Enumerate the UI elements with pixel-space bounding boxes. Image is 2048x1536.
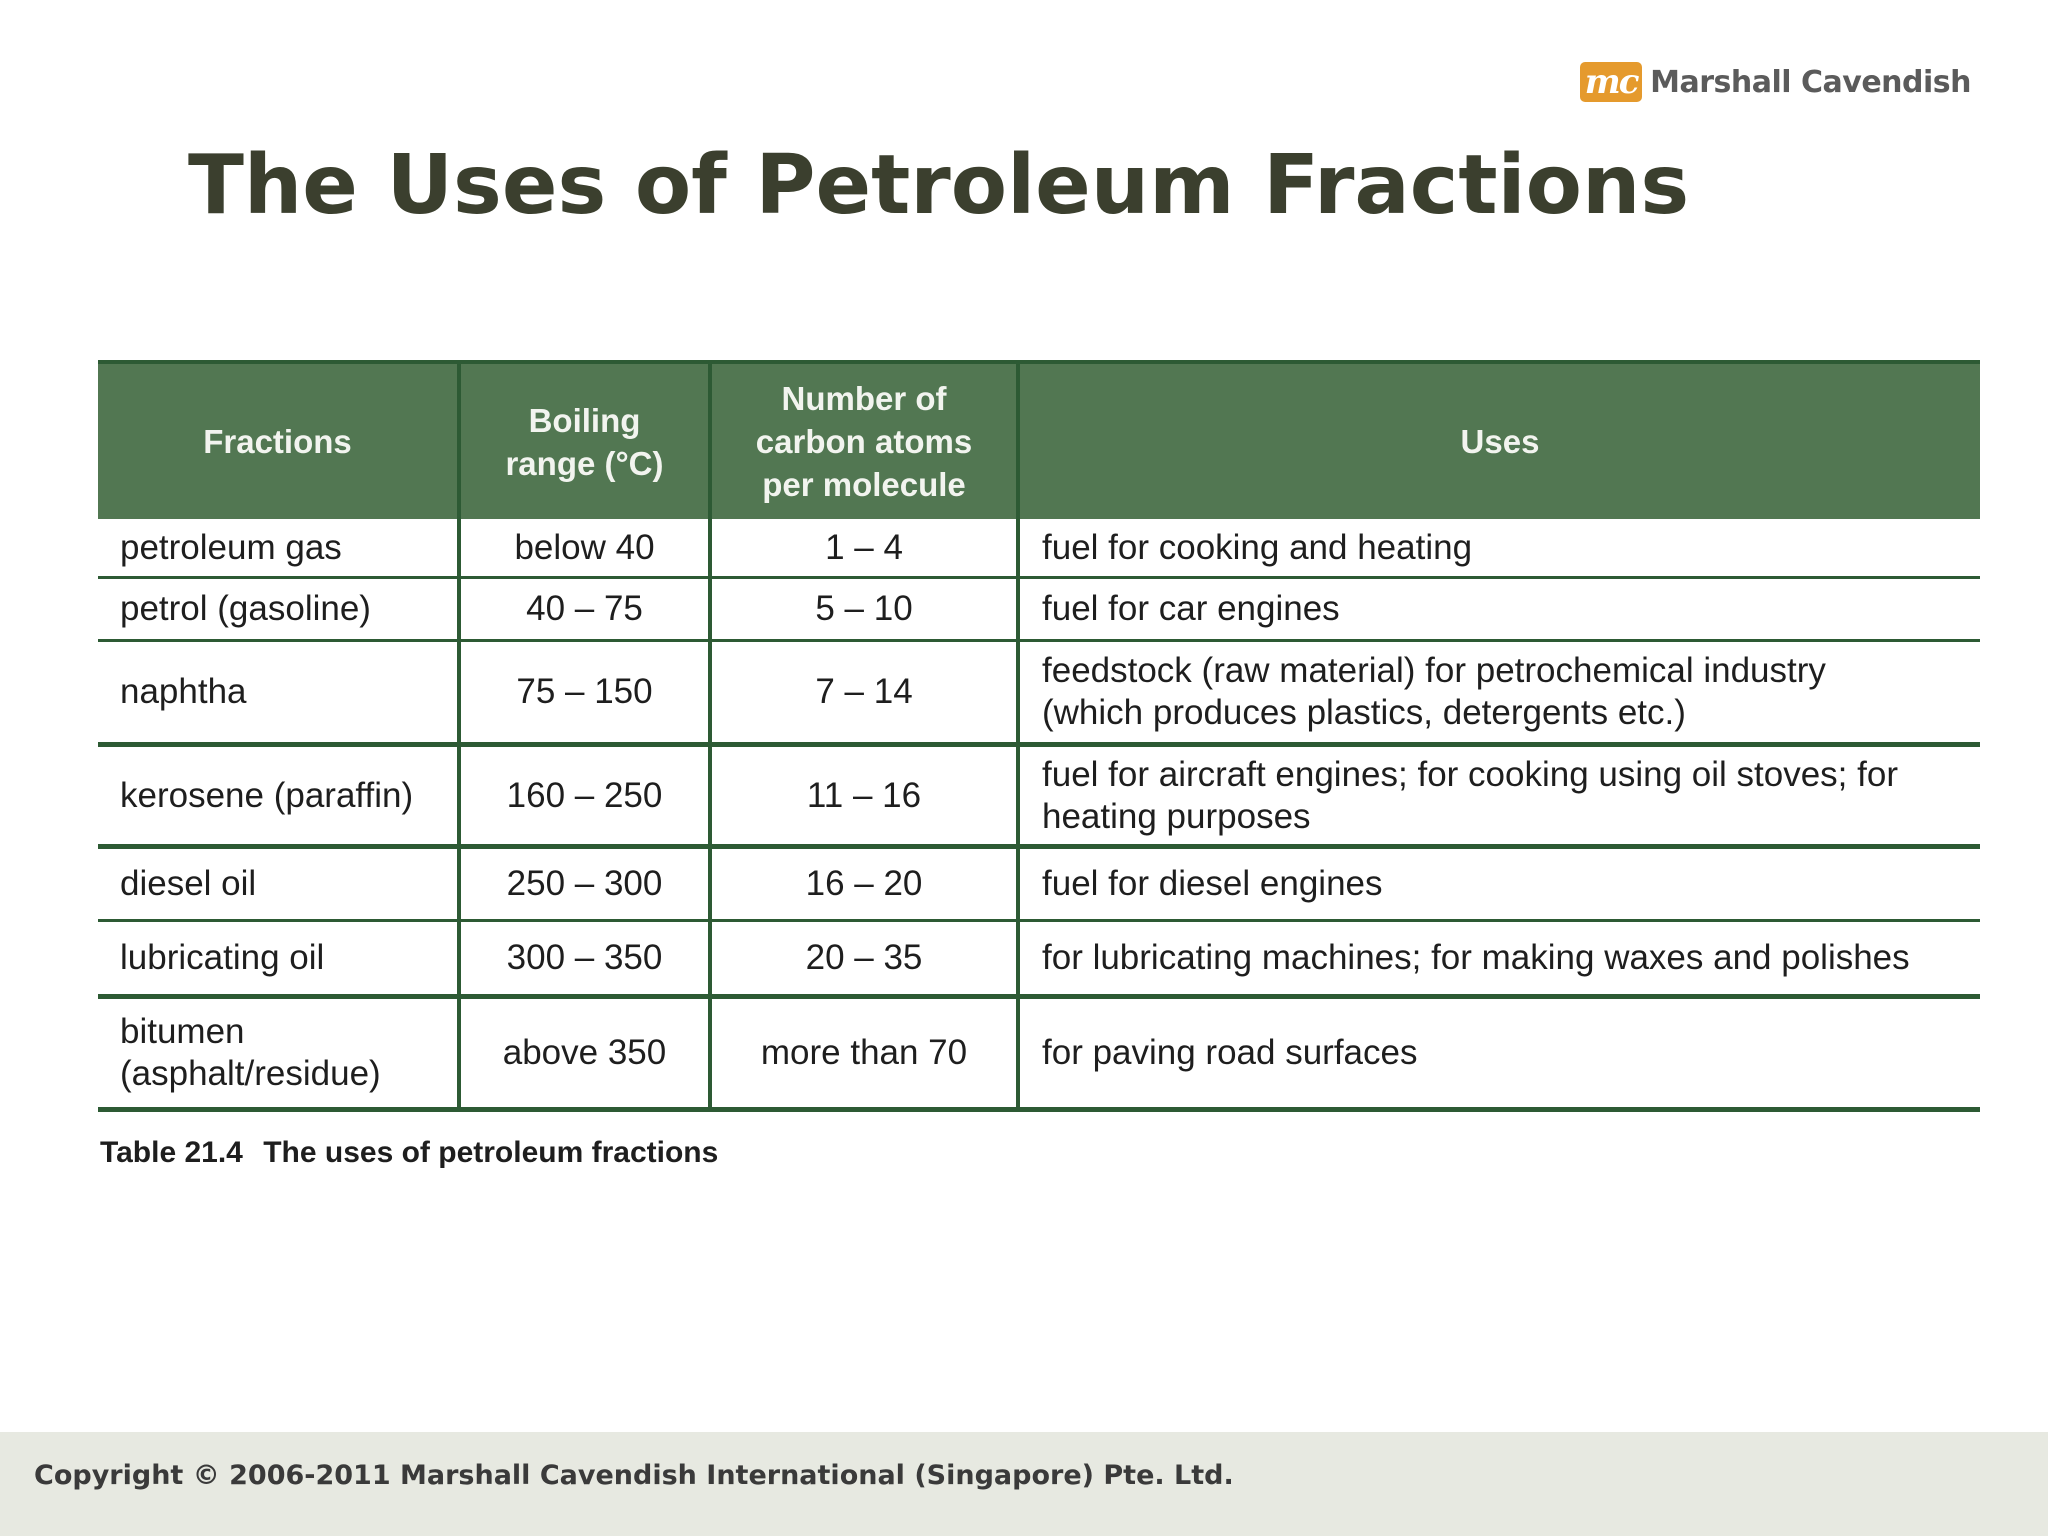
carbon-cell: 11 – 16 bbox=[710, 745, 1018, 847]
fraction-name: petrol (gasoline) bbox=[120, 589, 371, 628]
uses-line: fuel for cooking and heating bbox=[1042, 527, 1473, 567]
carbon-cell: 7 – 14 bbox=[710, 641, 1018, 745]
header-line: carbon atoms bbox=[755, 423, 973, 460]
fraction-cell bbox=[98, 997, 459, 1110]
copyright-text: Copyright © 2006-2011 Marshall Cavendish International (Singapore) Pte. Ltd. bbox=[34, 1460, 1234, 1491]
uses-line: for lubricating machines; for making waxes and polishes bbox=[1042, 938, 1910, 977]
fraction-cell bbox=[98, 519, 459, 578]
fraction-cell bbox=[98, 578, 459, 641]
uses-line: fuel for aircraft engines; for cooking using oil stoves; for bbox=[1042, 754, 1898, 794]
fraction-name: kerosene (paraffin) bbox=[120, 775, 414, 815]
uses-line: for paving road surfaces bbox=[1042, 1033, 1418, 1072]
fraction-cell bbox=[98, 921, 459, 997]
header-fractions bbox=[98, 362, 459, 519]
boiling-cell: below 40 bbox=[459, 519, 710, 578]
fraction-name: lubricating oil bbox=[120, 938, 325, 977]
table-row bbox=[98, 847, 1980, 921]
header-carbon-atoms bbox=[710, 362, 1018, 519]
uses-line: feedstock (raw material) for petrochemical industry bbox=[1042, 651, 1826, 690]
caption-text: The uses of petroleum fractions bbox=[263, 1136, 719, 1169]
header-line: range (°C) bbox=[505, 444, 664, 482]
boiling-cell: above 350 bbox=[459, 997, 710, 1110]
publisher-logo bbox=[1580, 62, 1971, 102]
caption-label: Table 21.4 bbox=[100, 1136, 243, 1169]
table-row bbox=[98, 921, 1980, 997]
uses-cell bbox=[1018, 745, 1980, 847]
carbon-cell: 5 – 10 bbox=[710, 578, 1018, 641]
uses-line: fuel for car engines bbox=[1042, 589, 1340, 628]
uses-cell bbox=[1018, 519, 1980, 578]
fraction-cell bbox=[98, 847, 459, 921]
header-line: Fractions bbox=[203, 423, 352, 460]
fraction-name: petroleum gas bbox=[120, 527, 342, 567]
boiling-cell: 75 – 150 bbox=[459, 641, 710, 745]
table-header-row bbox=[98, 362, 1980, 519]
mc-logo-icon: mc bbox=[1580, 62, 1642, 102]
header-line: Boiling bbox=[528, 401, 641, 439]
uses-cell bbox=[1018, 641, 1980, 745]
fractions-table bbox=[98, 360, 1980, 1112]
fraction-name: bitumen bbox=[120, 1012, 245, 1051]
header-line: per molecule bbox=[762, 466, 966, 503]
uses-line: fuel for diesel engines bbox=[1042, 864, 1383, 903]
boiling-cell: 250 – 300 bbox=[459, 847, 710, 921]
table-caption bbox=[100, 1136, 718, 1170]
logo-text: Marshall Cavendish bbox=[1650, 64, 1971, 100]
boiling-cell: 300 – 350 bbox=[459, 921, 710, 997]
uses-line: (which produces plastics, detergents etc.) bbox=[1042, 693, 1686, 732]
table-row bbox=[98, 578, 1980, 641]
table-row bbox=[98, 745, 1980, 847]
uses-cell bbox=[1018, 847, 1980, 921]
header-uses bbox=[1018, 362, 1980, 519]
carbon-cell: 16 – 20 bbox=[710, 847, 1018, 921]
header-line: Uses bbox=[1460, 423, 1540, 460]
fraction-name: (asphalt/residue) bbox=[120, 1054, 381, 1093]
table-row bbox=[98, 641, 1980, 745]
uses-cell bbox=[1018, 578, 1980, 641]
uses-cell bbox=[1018, 921, 1980, 997]
table-row bbox=[98, 997, 1980, 1110]
footer bbox=[0, 1432, 2048, 1536]
uses-line: heating purposes bbox=[1042, 796, 1311, 836]
boiling-cell: 40 – 75 bbox=[459, 578, 710, 641]
table-row bbox=[98, 519, 1980, 578]
header-line: Number of bbox=[781, 380, 947, 417]
page-title: The Uses of Petroleum Fractions bbox=[188, 138, 1690, 233]
boiling-cell: 160 – 250 bbox=[459, 745, 710, 847]
carbon-cell: 20 – 35 bbox=[710, 921, 1018, 997]
carbon-cell: 1 – 4 bbox=[710, 519, 1018, 578]
uses-cell bbox=[1018, 997, 1980, 1110]
fraction-name: diesel oil bbox=[120, 864, 257, 903]
carbon-cell: more than 70 bbox=[710, 997, 1018, 1110]
fraction-name: naphtha bbox=[120, 672, 247, 711]
fraction-cell bbox=[98, 745, 459, 847]
header-boiling-range bbox=[459, 362, 710, 519]
fraction-cell bbox=[98, 641, 459, 745]
